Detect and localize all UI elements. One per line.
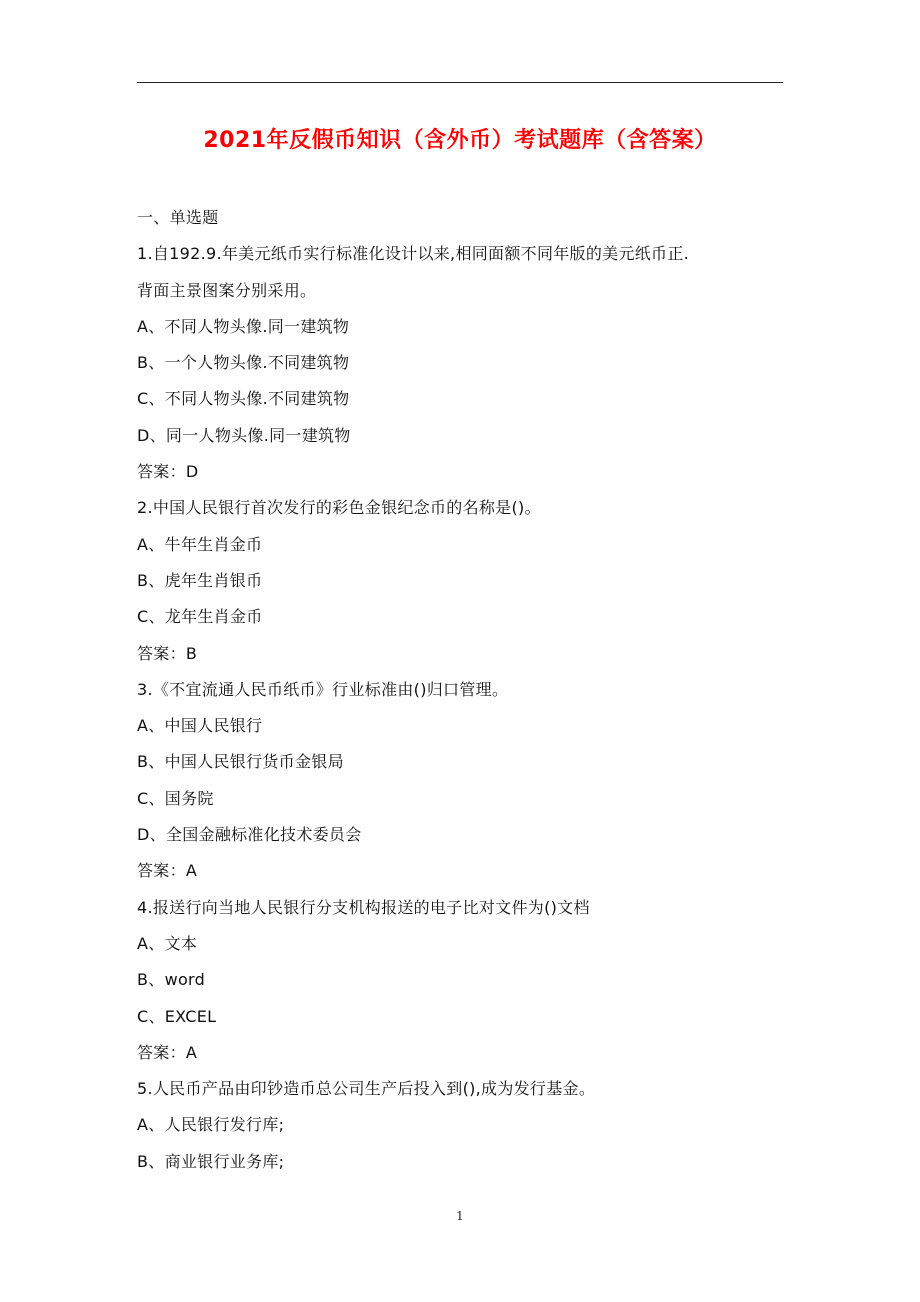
question-3-option-d: D、全国金融标准化技术委员会 [137,825,362,845]
question-2-text: 2.中国人民银行首次发行的彩色金银纪念币的名称是()。 [137,498,541,518]
question-3-option-a: A、中国人民银行 [137,716,263,736]
question-3-option-b: B、中国人民银行货币金银局 [137,752,344,772]
question-1-option-d: D、同一人物头像.同一建筑物 [137,425,351,445]
question-2-answer: 答案：B [137,643,198,663]
question-2-option-c: C、龙年生肖金币 [137,607,263,627]
question-2-option-b: B、虎年生肖银币 [137,570,263,590]
question-1-text-cont: 背面主景图案分别采用。 [137,280,317,300]
section-heading: 一、单选题 [137,208,219,227]
question-3-option-c: C、国务院 [137,788,214,808]
question-4-option-b: B、word [137,970,206,990]
question-1-option-c: C、不同人物头像.不同建筑物 [137,389,350,409]
question-4-option-c: C、EXCEL [137,1006,217,1026]
question-1-option-a: A、不同人物头像.同一建筑物 [137,316,350,336]
question-3-text: 3.《不宜流通人民币纸币》行业标准由()归口管理。 [137,679,509,699]
page-number: 1 [456,1209,464,1223]
question-1-option-b: B、一个人物头像.不同建筑物 [137,353,350,373]
question-4-answer: 答案：A [137,1042,198,1062]
question-1-text: 1.自192.9.年美元纸币实行标准化设计以来,相同面额不同年版的美元纸币正. [137,244,690,264]
question-4-option-a: A、文本 [137,933,198,953]
question-3-answer: 答案：A [137,861,198,881]
document-title: 2021年反假币知识（含外币）考试题库（含答案） [203,128,717,153]
question-4-text: 4.报送行向当地人民银行分支机构报送的电子比对文件为()文档 [137,897,590,917]
question-5-text: 5.人民币产品由印钞造币总公司生产后投入到(),成为发行基金。 [137,1079,596,1099]
question-1-answer: 答案：D [137,462,199,482]
document-body [137,200,787,1180]
question-5-option-b: B、商业银行业务库; [137,1151,285,1171]
question-2-option-a: A、牛年生肖金币 [137,534,263,554]
question-5-option-a: A、人民银行发行库; [137,1115,285,1135]
header-rule [137,82,783,83]
